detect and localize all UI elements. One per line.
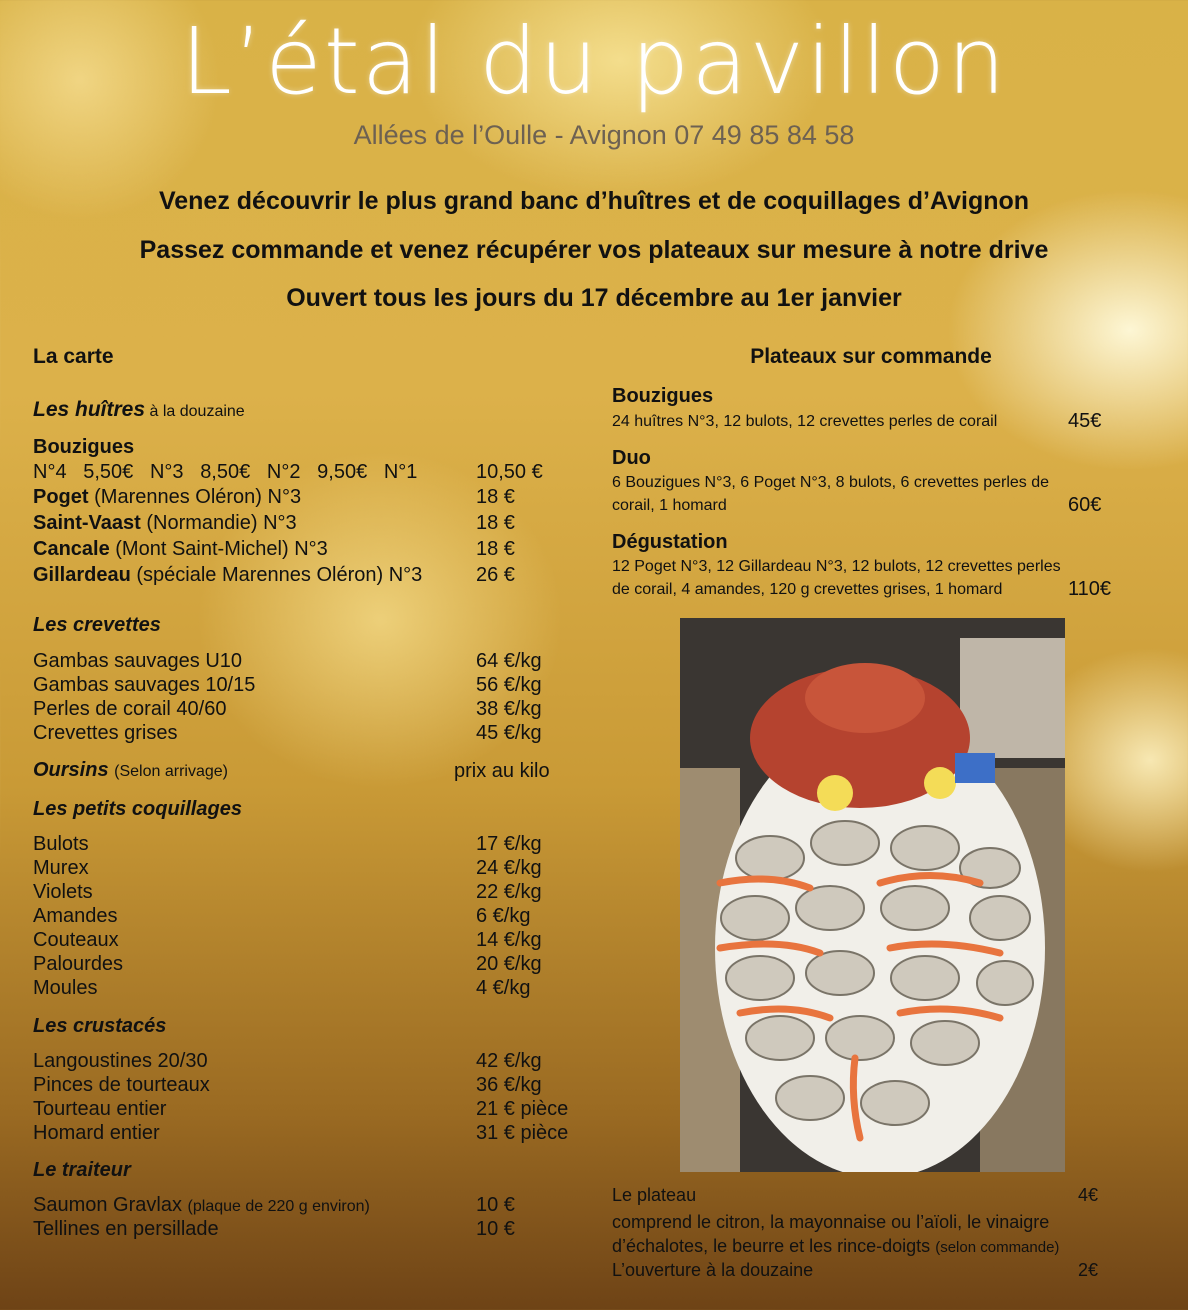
coquillage-item: Violets xyxy=(33,881,93,903)
oyster-name: Saint-Vaast xyxy=(33,512,141,534)
crevette-price: 38 €/kg xyxy=(476,698,542,720)
tagline-2: Passez commande et venez récupérer vos plateaux sur mesure à notre drive xyxy=(139,236,1049,264)
carte-title: La carte xyxy=(33,345,114,368)
tagline-1: Venez découvrir le plus grand banc d’huîtres et de coquillages d’Avignon xyxy=(158,187,1030,215)
coquillage-item: Moules xyxy=(33,977,98,999)
plateau-duo-desc: corail, 1 homard xyxy=(612,497,727,514)
coquillage-price: 4 €/kg xyxy=(476,977,531,999)
traiteur-name: Saumon Gravlax xyxy=(33,1194,182,1216)
coquillage-item: Bulots xyxy=(33,833,89,855)
plateau-degustation-desc: 12 Poget N°3, 12 Gillardeau N°3, 12 bulots, 12 crevettes perles xyxy=(612,558,1061,575)
plateau-duo-name: Duo xyxy=(612,447,651,469)
traiteur-item xyxy=(33,1194,370,1217)
crustace-price: 31 € pièce xyxy=(476,1122,569,1144)
coquillage-price: 14 €/kg xyxy=(476,929,542,951)
plateau-price: 4€ xyxy=(1078,1185,1099,1205)
restaurant-logo: L’étal du pavillon xyxy=(180,8,1008,115)
traiteur-item: Tellines en persillade xyxy=(33,1218,219,1240)
oursins-heading xyxy=(33,759,228,782)
crevette-price: 56 €/kg xyxy=(476,674,542,696)
oursins-title: Oursins xyxy=(33,759,109,781)
crevette-price: 45 €/kg xyxy=(476,722,542,744)
coquillage-price: 22 €/kg xyxy=(476,881,542,903)
oyster-item xyxy=(33,512,297,535)
oyster-price: 18 € xyxy=(476,512,515,534)
coquillages-title: Les petits coquillages xyxy=(33,798,242,820)
plateau-duo-desc: 6 Bouzigues N°3, 6 Poget N°3, 8 bulots, 6 crevettes perles de xyxy=(612,474,1050,491)
crustace-price: 21 € pièce xyxy=(476,1098,569,1120)
plateau-bouzigues-name: Bouzigues xyxy=(612,385,714,407)
tagline-3: Ouvert tous les jours du 17 décembre au 1er janvier xyxy=(286,284,902,312)
oyster-name: Poget xyxy=(33,486,89,508)
oursins-note: (Selon arrivage) xyxy=(114,763,228,780)
crustace-item: Pinces de tourteaux xyxy=(33,1074,210,1096)
oyster-origin: (Normandie) N°3 xyxy=(140,512,297,534)
oyster-origin: (Mont Saint-Michel) N°3 xyxy=(109,538,328,560)
plateaux-title: Plateaux sur commande xyxy=(750,345,992,368)
huitres-heading xyxy=(33,398,245,422)
huitres-title: Les huîtres xyxy=(33,398,146,421)
crustace-item: Homard entier xyxy=(33,1122,160,1144)
crustaces-title: Les crustacés xyxy=(33,1015,167,1037)
oyster-item xyxy=(33,538,328,561)
seafood-platter-photo xyxy=(680,618,1065,1172)
traiteur-price: 10 € xyxy=(476,1194,515,1216)
traiteur-title: Le traiteur xyxy=(33,1159,131,1181)
coquillage-price: 6 €/kg xyxy=(476,905,531,927)
plateau-includes-2 xyxy=(612,1236,1059,1257)
plateau-degustation-price: 110€ xyxy=(1068,578,1112,600)
oyster-price: 18 € xyxy=(476,538,515,560)
oyster-origin: (Marennes Oléron) N°3 xyxy=(88,486,302,508)
oyster-price: 26 € xyxy=(476,564,515,586)
crustace-price: 36 €/kg xyxy=(476,1074,542,1096)
crevette-item: Crevettes grises xyxy=(33,722,178,744)
bouzigues-sizes: N°4 5,50€ N°3 8,50€ N°2 9,50€ N°1 xyxy=(33,461,418,483)
oyster-price: 18 € xyxy=(476,486,515,508)
plateau-includes-note: (selon commande) xyxy=(935,1239,1060,1256)
crustace-item: Tourteau entier xyxy=(33,1098,167,1120)
crevette-item: Gambas sauvages U10 xyxy=(33,650,243,672)
plateau-bouzigues-price: 45€ xyxy=(1068,410,1102,432)
plateau-degustation-desc: de corail, 4 amandes, 120 g crevettes grises, 1 homard xyxy=(612,581,1003,598)
plateau-includes: comprend le citron, la mayonnaise ou l’aïoli, le vinaigre xyxy=(612,1212,1050,1232)
plateau-duo-price: 60€ xyxy=(1068,494,1102,516)
crustace-item: Langoustines 20/30 xyxy=(33,1050,208,1072)
oyster-origin: (spéciale Marennes Oléron) N°3 xyxy=(130,564,423,586)
oyster-item xyxy=(33,564,422,587)
crevette-price: 64 €/kg xyxy=(476,650,542,672)
address-phone: Allées de l’Oulle - Avignon 07 49 85 84 58 xyxy=(353,120,855,150)
ouverture-label: L’ouverture à la douzaine xyxy=(612,1260,814,1280)
plateau-degustation-name: Dégustation xyxy=(612,531,728,553)
oursins-price: prix au kilo xyxy=(454,760,550,782)
coquillage-item: Palourdes xyxy=(33,953,124,975)
oyster-name: Cancale xyxy=(33,538,110,560)
oyster-item xyxy=(33,486,301,509)
coquillage-price: 17 €/kg xyxy=(476,833,542,855)
bouzigues-title: Bouzigues xyxy=(33,436,135,458)
ouverture-price: 2€ xyxy=(1078,1260,1099,1280)
crevette-item: Gambas sauvages 10/15 xyxy=(33,674,256,696)
plateau-bouzigues-desc: 24 huîtres N°3, 12 bulots, 12 crevettes perles de corail xyxy=(612,413,998,430)
traiteur-price: 10 € xyxy=(476,1218,515,1240)
coquillage-item: Murex xyxy=(33,857,89,879)
crevettes-title: Les crevettes xyxy=(33,614,161,636)
bouzigues-price: 10,50 € xyxy=(476,461,543,483)
plateau-label: Le plateau xyxy=(612,1185,697,1205)
huitres-note: à la douzaine xyxy=(149,403,245,420)
coquillage-price: 20 €/kg xyxy=(476,953,542,975)
plateau-includes-text: d’échalotes, le beurre et les rince-doigts xyxy=(612,1236,931,1256)
coquillage-item: Couteaux xyxy=(33,929,119,951)
crevette-item: Perles de corail 40/60 xyxy=(33,698,227,720)
coquillage-price: 24 €/kg xyxy=(476,857,542,879)
traiteur-note: (plaque de 220 g environ) xyxy=(187,1198,370,1215)
crustace-price: 42 €/kg xyxy=(476,1050,542,1072)
seafood-platter-illustration xyxy=(680,618,1065,1172)
oyster-name: Gillardeau xyxy=(33,564,131,586)
coquillage-item: Amandes xyxy=(33,905,118,927)
